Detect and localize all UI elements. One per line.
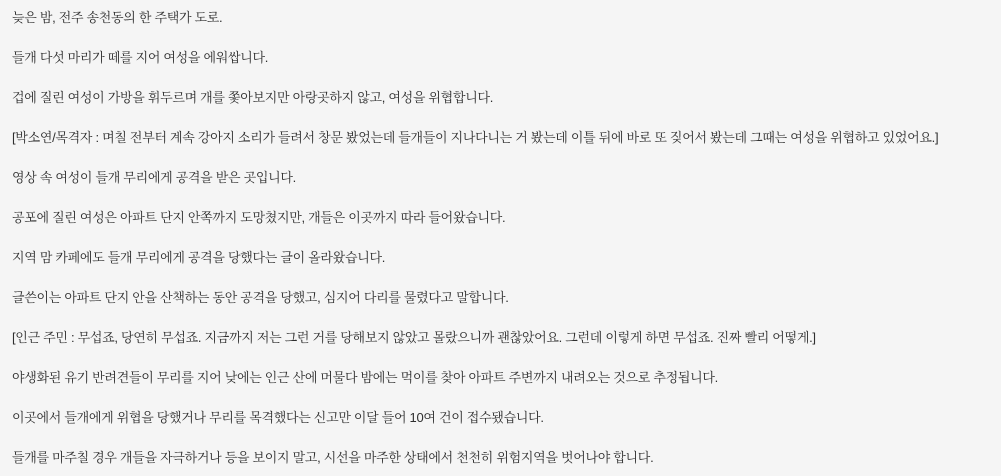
article-paragraph: 겁에 질린 여성이 가방을 휘두르며 개를 쫓아보지만 아랑곳하지 않고, 여성을 위협합니다.	[12, 90, 494, 105]
article-paragraph: 공포에 질린 여성은 아파트 단지 안쪽까지 도망쳤지만, 개들은 이곳까지 따라 들어왔습니다.	[12, 210, 506, 225]
article-paragraph: [인근 주민 : 무섭죠, 당연히 무섭죠. 지금까지 저는 그런 거를 당해보지 않았고 몰랐으니까 괜찮았어요. 그런데 이렇게 하면 무섭죠. 진짜 빨리 어떻게.]	[12, 330, 816, 345]
article-paragraph: 영상 속 여성이 들개 무리에게 공격을 받은 곳입니다.	[12, 170, 296, 185]
article-paragraph: 늦은 밤, 전주 송천동의 한 주택가 도로.	[12, 10, 223, 25]
article-paragraph: 야생화된 유기 반려견들이 무리를 지어 낮에는 인근 산에 머물다 밤에는 먹이를 찾아 아파트 주변까지 내려오는 것으로 추정됩니다.	[12, 370, 718, 385]
article-paragraph: 들개 다섯 마리가 떼를 지어 여성을 에워쌉니다.	[12, 50, 269, 65]
article-paragraph: [박소연/목격자 : 며칠 전부터 계속 강아지 소리가 들려서 창문 봤었는데 들개들이 지나다니는 거 봤는데 이틀 뒤에 바로 또 짖어서 봤는데 그때는 여성을 위협하고 있었어요.]	[12, 130, 939, 145]
article-paragraph: 지역 맘 카페에도 들개 무리에게 공격을 당했다는 글이 올라왔습니다.	[12, 250, 386, 265]
article-paragraph: 들개를 마주칠 경우 개들을 자극하거나 등을 보이지 말고, 시선을 마주한 상태에서 천천히 위험지역을 벗어나야 합니다.	[12, 450, 654, 465]
article-paragraph: 이곳에서 들개에게 위협을 당했거나 무리를 목격했다는 신고만 이달 들어 10여 건이 접수됐습니다.	[12, 410, 544, 425]
article-paragraph: 글쓴이는 아파트 단지 안을 산책하는 동안 공격을 당했고, 심지어 다리를 물렸다고 말합니다.	[12, 290, 509, 305]
